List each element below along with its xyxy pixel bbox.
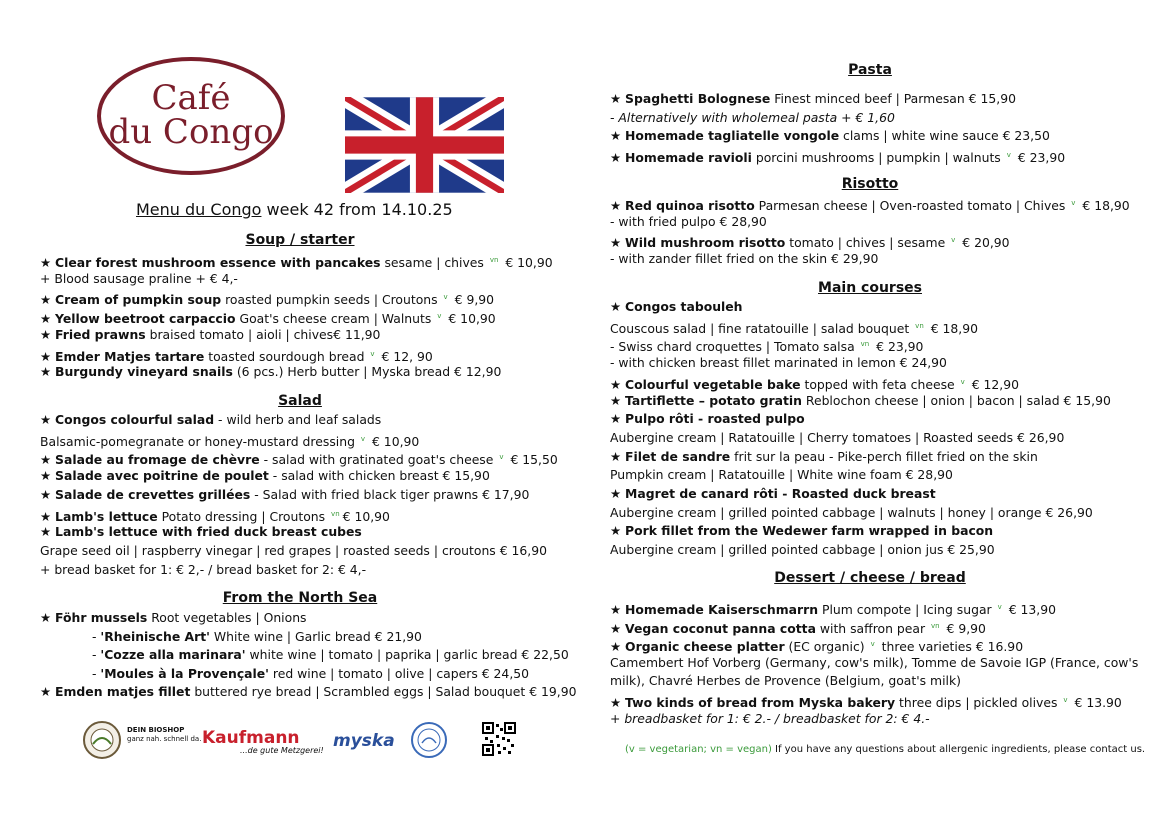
star-icon: ★ <box>610 411 626 427</box>
menu-item <box>40 486 529 504</box>
star-icon: ★ <box>40 412 56 427</box>
menu-item-desc: roasted pumpkin seeds | Croutons <box>221 292 442 308</box>
menu-item-desc: braised tomato | aioli | chives€ 11,90 <box>145 326 381 342</box>
menu-item-desc: buttered rye bread | Scrambled eggs | Salad bouquet € 19,90 <box>190 684 577 699</box>
menu-item-name: Magret de canard rôti - Roasted duck breast <box>625 486 936 501</box>
menu-item-price: € 10,90 <box>342 508 390 524</box>
menu-item-name: Homemade ravioli <box>625 150 752 166</box>
menu-item-name: Pulpo rôti - roasted pulpo <box>625 411 805 427</box>
menu-item <box>610 448 1038 466</box>
menu-item-price: € 18,90 <box>926 320 978 336</box>
section-pasta-title: Pasta <box>848 62 892 78</box>
star-icon: ★ <box>40 684 56 699</box>
section-dessert-title: Dessert / cheese / bread <box>774 570 966 586</box>
star-icon: ★ <box>610 620 626 636</box>
star-icon: ★ <box>610 376 626 392</box>
star-icon: ★ <box>610 392 626 408</box>
menu-item-text: Aubergine cream | grilled pointed cabbage | onion jus € 25,90 <box>610 542 995 558</box>
diet-tag: v <box>1071 199 1076 207</box>
menu-item-text: Aubergine cream | Ratatouille | Cherry tomatoes | Roasted seeds € 26,90 <box>610 429 1065 445</box>
menu-item-price: € 10,90 <box>501 255 553 271</box>
menu-item-price: € 12,90 <box>967 376 1019 392</box>
menu-item-text: - with chicken breast fillet marinated in lemon € 24,90 <box>610 355 947 371</box>
star-icon: ★ <box>610 523 626 539</box>
menu-item-text: Pumpkin cream | Ratatouille | White wine foam € 28,90 <box>610 467 953 483</box>
menu-item-name: 'Rheinische Art' <box>100 628 210 644</box>
menu-item-name: Organic cheese platter <box>625 639 785 655</box>
star-icon: - <box>92 665 101 681</box>
menu-item-desc: clams | white wine sauce € 23,50 <box>839 128 1050 144</box>
menu-item-name: Congos tabouleh <box>625 299 743 314</box>
menu-item-desc: Finest minced beef | Parmesan € 15,90 <box>770 91 1016 106</box>
menu-item-note: + breadbasket for 1: € 2.- / breadbasket for 2: € 4.- <box>610 710 930 726</box>
diet-tag: vn <box>489 256 499 264</box>
star-icon: ★ <box>40 326 56 342</box>
diet-tag: v <box>370 349 375 358</box>
menu-item-desc: tomato | chives | sesame <box>785 235 950 251</box>
round-stamp-icon <box>410 721 448 759</box>
menu-item-text: - Swiss chard croquettes | Tomato salsa <box>610 339 859 355</box>
kaufmann-logo-sub: ...de gute Metzgerei! <box>240 746 324 755</box>
menu-item-price: € 18,90 <box>1078 198 1130 214</box>
star-icon: ★ <box>40 348 56 364</box>
menu-item-price: € 23,90 <box>1013 150 1066 166</box>
myska-logo: myska <box>333 731 395 751</box>
menu-item <box>610 298 743 316</box>
menu-item-price: € 10,90 <box>444 311 496 327</box>
logo-line2: du Congo <box>108 112 274 152</box>
bioshop-logo-sub: ganz nah. schnell da. <box>127 735 202 743</box>
menu-item-name: Wild mushroom risotto <box>625 235 786 251</box>
menu-item-price: € 13.90 <box>1070 695 1122 711</box>
qr-code-icon[interactable] <box>482 722 516 756</box>
diet-tag: v <box>997 603 1002 611</box>
menu-item <box>610 672 961 690</box>
star-icon: ★ <box>40 255 56 271</box>
star-icon: ★ <box>40 610 56 625</box>
diet-tag: v <box>1063 696 1068 704</box>
menu-item-price: € 10,90 <box>368 433 420 449</box>
menu-item-price: € 9,90 <box>450 292 495 308</box>
menu-item-text: Camembert Hof Vorberg (Germany, cow's milk), Tomme de Savoie IGP (France, cow's <box>610 654 1139 670</box>
menu-item-price: three varieties € 16.90 <box>877 639 1024 655</box>
menu-item-name: Colourful vegetable bake <box>625 376 801 392</box>
star-icon: ★ <box>610 695 626 711</box>
menu-item <box>610 392 1111 410</box>
menu-item-desc: Root vegetables | Onions <box>147 610 307 625</box>
menu-item-name: Burgundy vineyard snails <box>55 364 233 380</box>
star-icon: ★ <box>40 486 56 502</box>
menu-item-price: € 15,50 <box>506 452 558 468</box>
menu-item <box>40 411 381 429</box>
section-soup-title: Soup / starter <box>245 232 355 248</box>
diet-tag: v <box>951 236 956 245</box>
menu-item <box>610 146 1065 167</box>
star-icon: - <box>92 647 101 662</box>
menu-item-name: Salade de crevettes grillées <box>55 486 251 502</box>
menu-item-name: Lamb's lettuce <box>55 508 158 524</box>
diet-tag: v <box>499 453 504 462</box>
menu-item-desc: toasted sourdough bread <box>204 348 369 364</box>
menu-item-text: Couscous salad | fine ratatouille | salad bouquet <box>610 320 914 336</box>
menu-item-desc: (EC organic) <box>784 639 869 655</box>
menu-item-name: Vegan coconut panna cotta <box>625 620 816 636</box>
menu-item-desc: Plum compote | Icing sugar <box>818 602 996 618</box>
section-sea-title: From the North Sea <box>222 590 378 606</box>
menu-item-name: Homemade tagliatelle vongole <box>625 128 840 144</box>
menu-item-name: Emden matjes fillet <box>55 684 191 699</box>
menu-item-name: Clear forest mushroom essence with pancakes <box>55 255 381 271</box>
star-icon: ★ <box>610 198 626 214</box>
menu-item-name: Yellow beetroot carpaccio <box>55 311 236 327</box>
menu-item-desc: frit sur la peau - Pike-perch fillet fried on the skin <box>730 448 1038 464</box>
menu-item-name: Two kinds of bread from Myska bakery <box>625 695 896 711</box>
menu-item-desc: red wine | tomato | olive | capers € 24,50 <box>268 665 530 681</box>
menu-item-name: Filet de sandre <box>625 448 731 464</box>
menu-item <box>610 354 947 372</box>
menu-item-text: - with fried pulpo € 28,90 <box>610 213 767 229</box>
menu-item <box>610 710 930 728</box>
menu-item-desc: three dips | pickled olives <box>895 695 1062 711</box>
menu-item-name: Föhr mussels <box>55 610 148 625</box>
section-salad-title: Salad <box>278 393 322 409</box>
menu-item-price: € 23,90 <box>872 339 924 355</box>
menu-item-text: Grape seed oil | raspberry vinegar | red grapes | roasted seeds | croutons € 16,90 <box>40 542 547 558</box>
star-icon: ★ <box>40 508 56 524</box>
star-icon: - <box>92 628 101 644</box>
menu-item <box>40 646 569 664</box>
menu-item-desc: topped with feta cheese <box>800 376 959 392</box>
menu-item-desc: Potato dressing | Croutons <box>157 508 330 524</box>
menu-item-name: Salade au fromage de chèvre <box>55 452 260 468</box>
menu-item <box>610 654 1138 672</box>
menu-item-name: 'Moules à la Provençale' <box>100 665 269 681</box>
menu-item-text: - with zander fillet fried on the skin € 29,90 <box>610 251 879 267</box>
menu-item-desc: Reblochon cheese | onion | bacon | salad € 15,90 <box>801 392 1111 408</box>
diet-tag: vn <box>931 621 940 630</box>
menu-item <box>40 665 529 683</box>
diet-tag: v <box>360 434 366 443</box>
star-icon: ★ <box>610 91 626 106</box>
logo-line1: Café <box>151 78 231 118</box>
star-icon: ★ <box>610 602 626 618</box>
menu-item-text: milk), Chavré Herbes de Provence (Belgium, goat's milk) <box>610 673 962 689</box>
menu-item <box>40 609 307 627</box>
menu-item-name: Emder Matjes tartare <box>55 348 205 364</box>
diet-tag: v <box>870 640 875 649</box>
menu-item <box>610 250 878 268</box>
menu-item <box>610 522 993 540</box>
menu-item-desc: porcini mushrooms | pumpkin | walnuts <box>751 150 1005 166</box>
menu-item <box>40 683 577 701</box>
menu-item <box>40 628 422 646</box>
menu-item <box>610 541 995 559</box>
menu-item-name: Pork fillet from the Wedewer farm wrapped in bacon <box>625 523 994 539</box>
uk-flag-icon <box>345 97 504 193</box>
menu-item <box>610 127 1050 145</box>
star-icon: ★ <box>610 448 626 464</box>
menu-item-note: - Alternatively with wholemeal pasta + € 1,60 <box>610 109 895 125</box>
menu-item <box>610 410 805 428</box>
star-icon: ★ <box>40 292 56 308</box>
section-main-title: Main courses <box>818 280 922 296</box>
diet-tag: v <box>1006 151 1011 160</box>
menu-item <box>40 270 238 288</box>
menu-item-price: € 20,90 <box>958 235 1010 251</box>
menu-item <box>610 213 767 231</box>
menu-item <box>610 109 895 127</box>
bioshop-badge-icon <box>82 720 122 760</box>
menu-item <box>40 561 366 579</box>
star-icon: ★ <box>610 486 626 501</box>
star-icon: ★ <box>610 299 626 314</box>
menu-item <box>40 363 501 381</box>
star-icon: ★ <box>610 128 626 144</box>
menu-item-desc: with saffron pear <box>815 620 929 636</box>
menu-item <box>610 90 1016 108</box>
star-icon: ★ <box>40 364 56 380</box>
diet-tag: vn <box>331 509 340 518</box>
menu-item-name: Lamb's lettuce with fried duck breast cubes <box>55 524 362 540</box>
diet-tag: v <box>443 293 448 302</box>
star-icon: ★ <box>610 150 626 166</box>
menu-item <box>40 523 362 541</box>
diet-tag: v <box>437 312 442 321</box>
menu-item-price: € 12, 90 <box>377 348 433 364</box>
menu-item-name: Red quinoa risotto <box>625 198 755 214</box>
menu-item-name: Fried prawns <box>55 326 146 342</box>
menu-item-price: € 9,90 <box>942 620 986 636</box>
menu-item <box>610 466 953 484</box>
menu-item-name: Spaghetti Bolognese <box>625 91 771 106</box>
menu-item-name: Salade avec poitrine de poulet <box>55 468 269 484</box>
menu-item-desc: Parmesan cheese | Oven-roasted tomato | Chives <box>754 198 1070 214</box>
bioshop-logo-text: DEIN BIOSHOP <box>127 726 185 734</box>
menu-item-name: Congos colourful salad <box>55 412 215 427</box>
diet-tag: v <box>960 377 965 386</box>
star-icon: ★ <box>610 639 626 655</box>
star-icon: ★ <box>40 468 56 484</box>
menu-item <box>610 504 1093 522</box>
menu-item <box>40 326 380 344</box>
menu-item-name: Homemade Kaiserschmarrn <box>625 602 819 618</box>
kaufmann-logo: Kaufmann <box>202 728 300 748</box>
section-risotto-title: Risotto <box>841 176 899 192</box>
diet-tag: vn <box>860 340 870 349</box>
allergen-legend: (v = vegetarian; vn = vegan) If you have any questions about allergenic ingredients, please contact us. <box>625 744 1146 755</box>
menu-item-name: Tartiflette – potato gratin <box>625 392 802 408</box>
menu-item-desc: sesame | chives <box>380 255 488 271</box>
menu-item-price: € 13,90 <box>1004 602 1056 618</box>
menu-item-desc: - wild herb and leaf salads <box>214 412 382 427</box>
menu-item-desc: - Salad with fried black tiger prawns € 17,90 <box>250 486 530 502</box>
menu-item-text: Aubergine cream | grilled pointed cabbage | walnuts | honey | orange € 26,90 <box>610 504 1093 520</box>
menu-item-desc: (6 pcs.) Herb butter | Myska bread € 12,90 <box>232 364 502 380</box>
menu-item-name: 'Cozze alla marinara' <box>100 647 246 662</box>
menu-item-text: + Blood sausage praline + € 4,- <box>40 270 238 286</box>
menu-item-text: Balsamic-pomegranate or honey-mustard dressing <box>40 433 359 449</box>
menu-item-desc: - salad with gratinated goat's cheese <box>259 452 498 468</box>
star-icon: ★ <box>610 235 626 251</box>
menu-item-desc: White wine | Garlic bread € 21,90 <box>209 628 422 644</box>
menu-item <box>40 542 547 560</box>
star-icon: ★ <box>40 524 56 540</box>
menu-item-desc: white wine | tomato | paprika | garlic bread € 22,50 <box>245 647 569 662</box>
menu-item <box>40 467 490 485</box>
menu-item-name: Cream of pumpkin soup <box>55 292 222 308</box>
menu-item <box>610 429 1064 447</box>
menu-item-text: + bread basket for 1: € 2,- / bread basket for 2: € 4,- <box>40 561 367 577</box>
diet-tag: vn <box>915 321 924 330</box>
menu-item-desc: - salad with chicken breast € 15,90 <box>268 468 490 484</box>
menu-title: Menu du Congo week 42 from 14.10.25 <box>136 200 453 219</box>
menu-item-desc: Goat's cheese cream | Walnuts <box>235 311 436 327</box>
star-icon: ★ <box>40 311 56 327</box>
star-icon: ★ <box>40 452 56 468</box>
menu-item <box>610 485 936 503</box>
